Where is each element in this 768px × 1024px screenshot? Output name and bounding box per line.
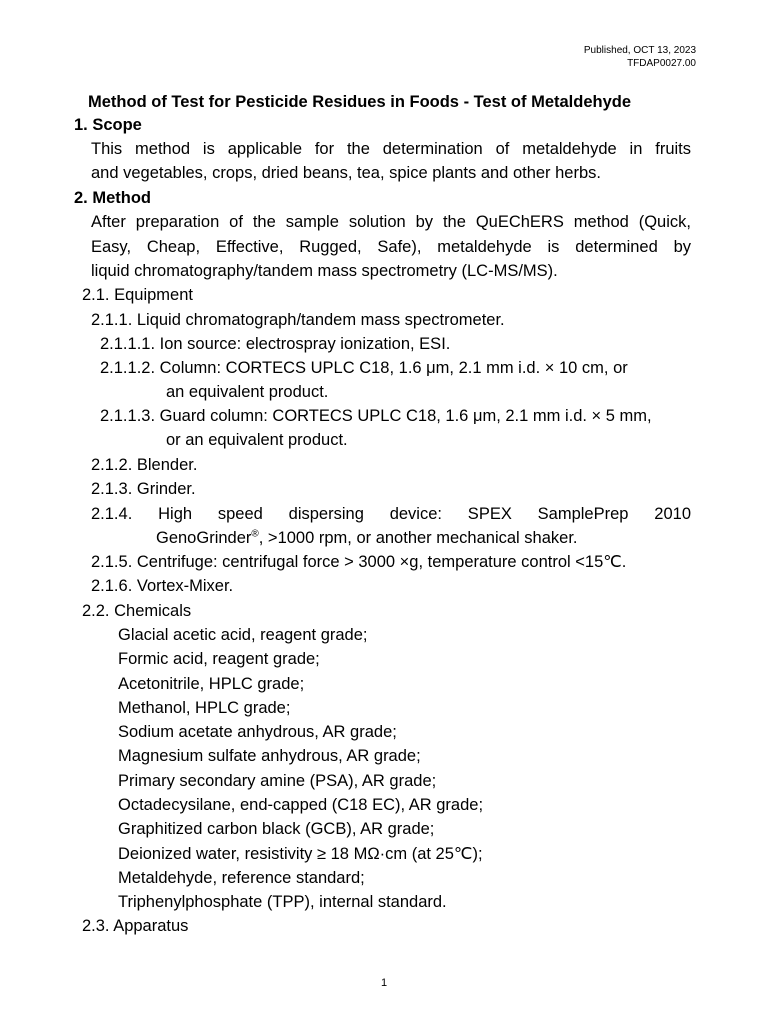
brand-name: GenoGrinder: [156, 529, 252, 547]
subsection-heading-chemicals: 2.2. Chemicals: [82, 602, 192, 620]
document-code: TFDAP0027.00: [627, 58, 696, 69]
published-date: Published, OCT 13, 2023: [583, 45, 696, 56]
chemical-item: Magnesium sulfate anhydrous, AR grade;: [118, 747, 421, 765]
equipment-item: 2.1.5. Centrifuge: centrifugal force > 3000 ×g, temperature control <15℃.: [91, 553, 627, 571]
chemical-item: Primary secondary amine (PSA), AR grade;: [118, 772, 437, 790]
subsection-heading-apparatus: 2.3. Apparatus: [82, 917, 189, 935]
equipment-subitem: 2.1.1.2. Column: CORTECS UPLC C18, 1.6 μm, 2.1 mm i.d. × 10 cm, or: [100, 359, 628, 377]
method-text-line: liquid chromatography/tandem mass spectrometry (LC-MS/MS).: [91, 262, 558, 280]
method-text-line: After preparation of the sample solution by the QuEChERS method (Quick,: [91, 213, 691, 231]
equipment-subitem: 2.1.1.1. Ion source: electrospray ionization, ESI.: [100, 335, 451, 353]
scope-text-line: This method is applicable for the determination of metaldehyde in fruits: [91, 140, 691, 158]
scope-text-line: and vegetables, crops, dried beans, tea, spice plants and other herbs.: [91, 164, 601, 182]
subsection-heading-equipment: 2.1. Equipment: [82, 286, 193, 304]
equipment-item: 2.1.2. Blender.: [91, 456, 198, 474]
page-number: 1: [380, 977, 388, 989]
chemical-item: Metaldehyde, reference standard;: [118, 869, 365, 887]
equipment-subitem: 2.1.1.3. Guard column: CORTECS UPLC C18, 1.6 μm, 2.1 mm i.d. × 5 mm,: [100, 407, 652, 425]
chemical-item: Graphitized carbon black (GCB), AR grade;: [118, 820, 435, 838]
equipment-item-text: , >1000 rpm, or another mechanical shaker.: [258, 529, 578, 547]
equipment-item: 2.1.4. High speed dispersing device: SPEX SamplePrep 2010: [91, 505, 691, 523]
document-title: Method of Test for Pesticide Residues in Foods - Test of Metaldehyde: [88, 93, 632, 111]
chemical-item: Acetonitrile, HPLC grade;: [118, 675, 305, 693]
section-heading-scope: 1. Scope: [74, 116, 142, 134]
registered-mark: ®: [251, 528, 259, 540]
equipment-item-continued: [156, 528, 578, 548]
equipment-item: 2.1.1. Liquid chromatograph/tandem mass spectrometer.: [91, 311, 505, 329]
chemical-item: Glacial acetic acid, reagent grade;: [118, 626, 368, 644]
chemical-item: Methanol, HPLC grade;: [118, 699, 291, 717]
equipment-item: 2.1.3. Grinder.: [91, 480, 196, 498]
method-text-line: Easy, Cheap, Effective, Rugged, Safe), metaldehyde is determined by: [91, 238, 691, 256]
equipment-subitem-continued: or an equivalent product.: [166, 431, 348, 449]
chemical-item: Octadecysilane, end-capped (C18 EC), AR grade;: [118, 796, 484, 814]
equipment-subitem-continued: an equivalent product.: [166, 383, 329, 401]
chemical-item: Deionized water, resistivity ≥ 18 MΩ·cm (at 25℃);: [118, 845, 483, 863]
chemical-item: Triphenylphosphate (TPP), internal standard.: [118, 893, 447, 911]
equipment-item: 2.1.6. Vortex-Mixer.: [91, 577, 234, 595]
chemical-item: Sodium acetate anhydrous, AR grade;: [118, 723, 397, 741]
section-heading-method: 2. Method: [74, 189, 151, 207]
chemical-item: Formic acid, reagent grade;: [118, 650, 320, 668]
